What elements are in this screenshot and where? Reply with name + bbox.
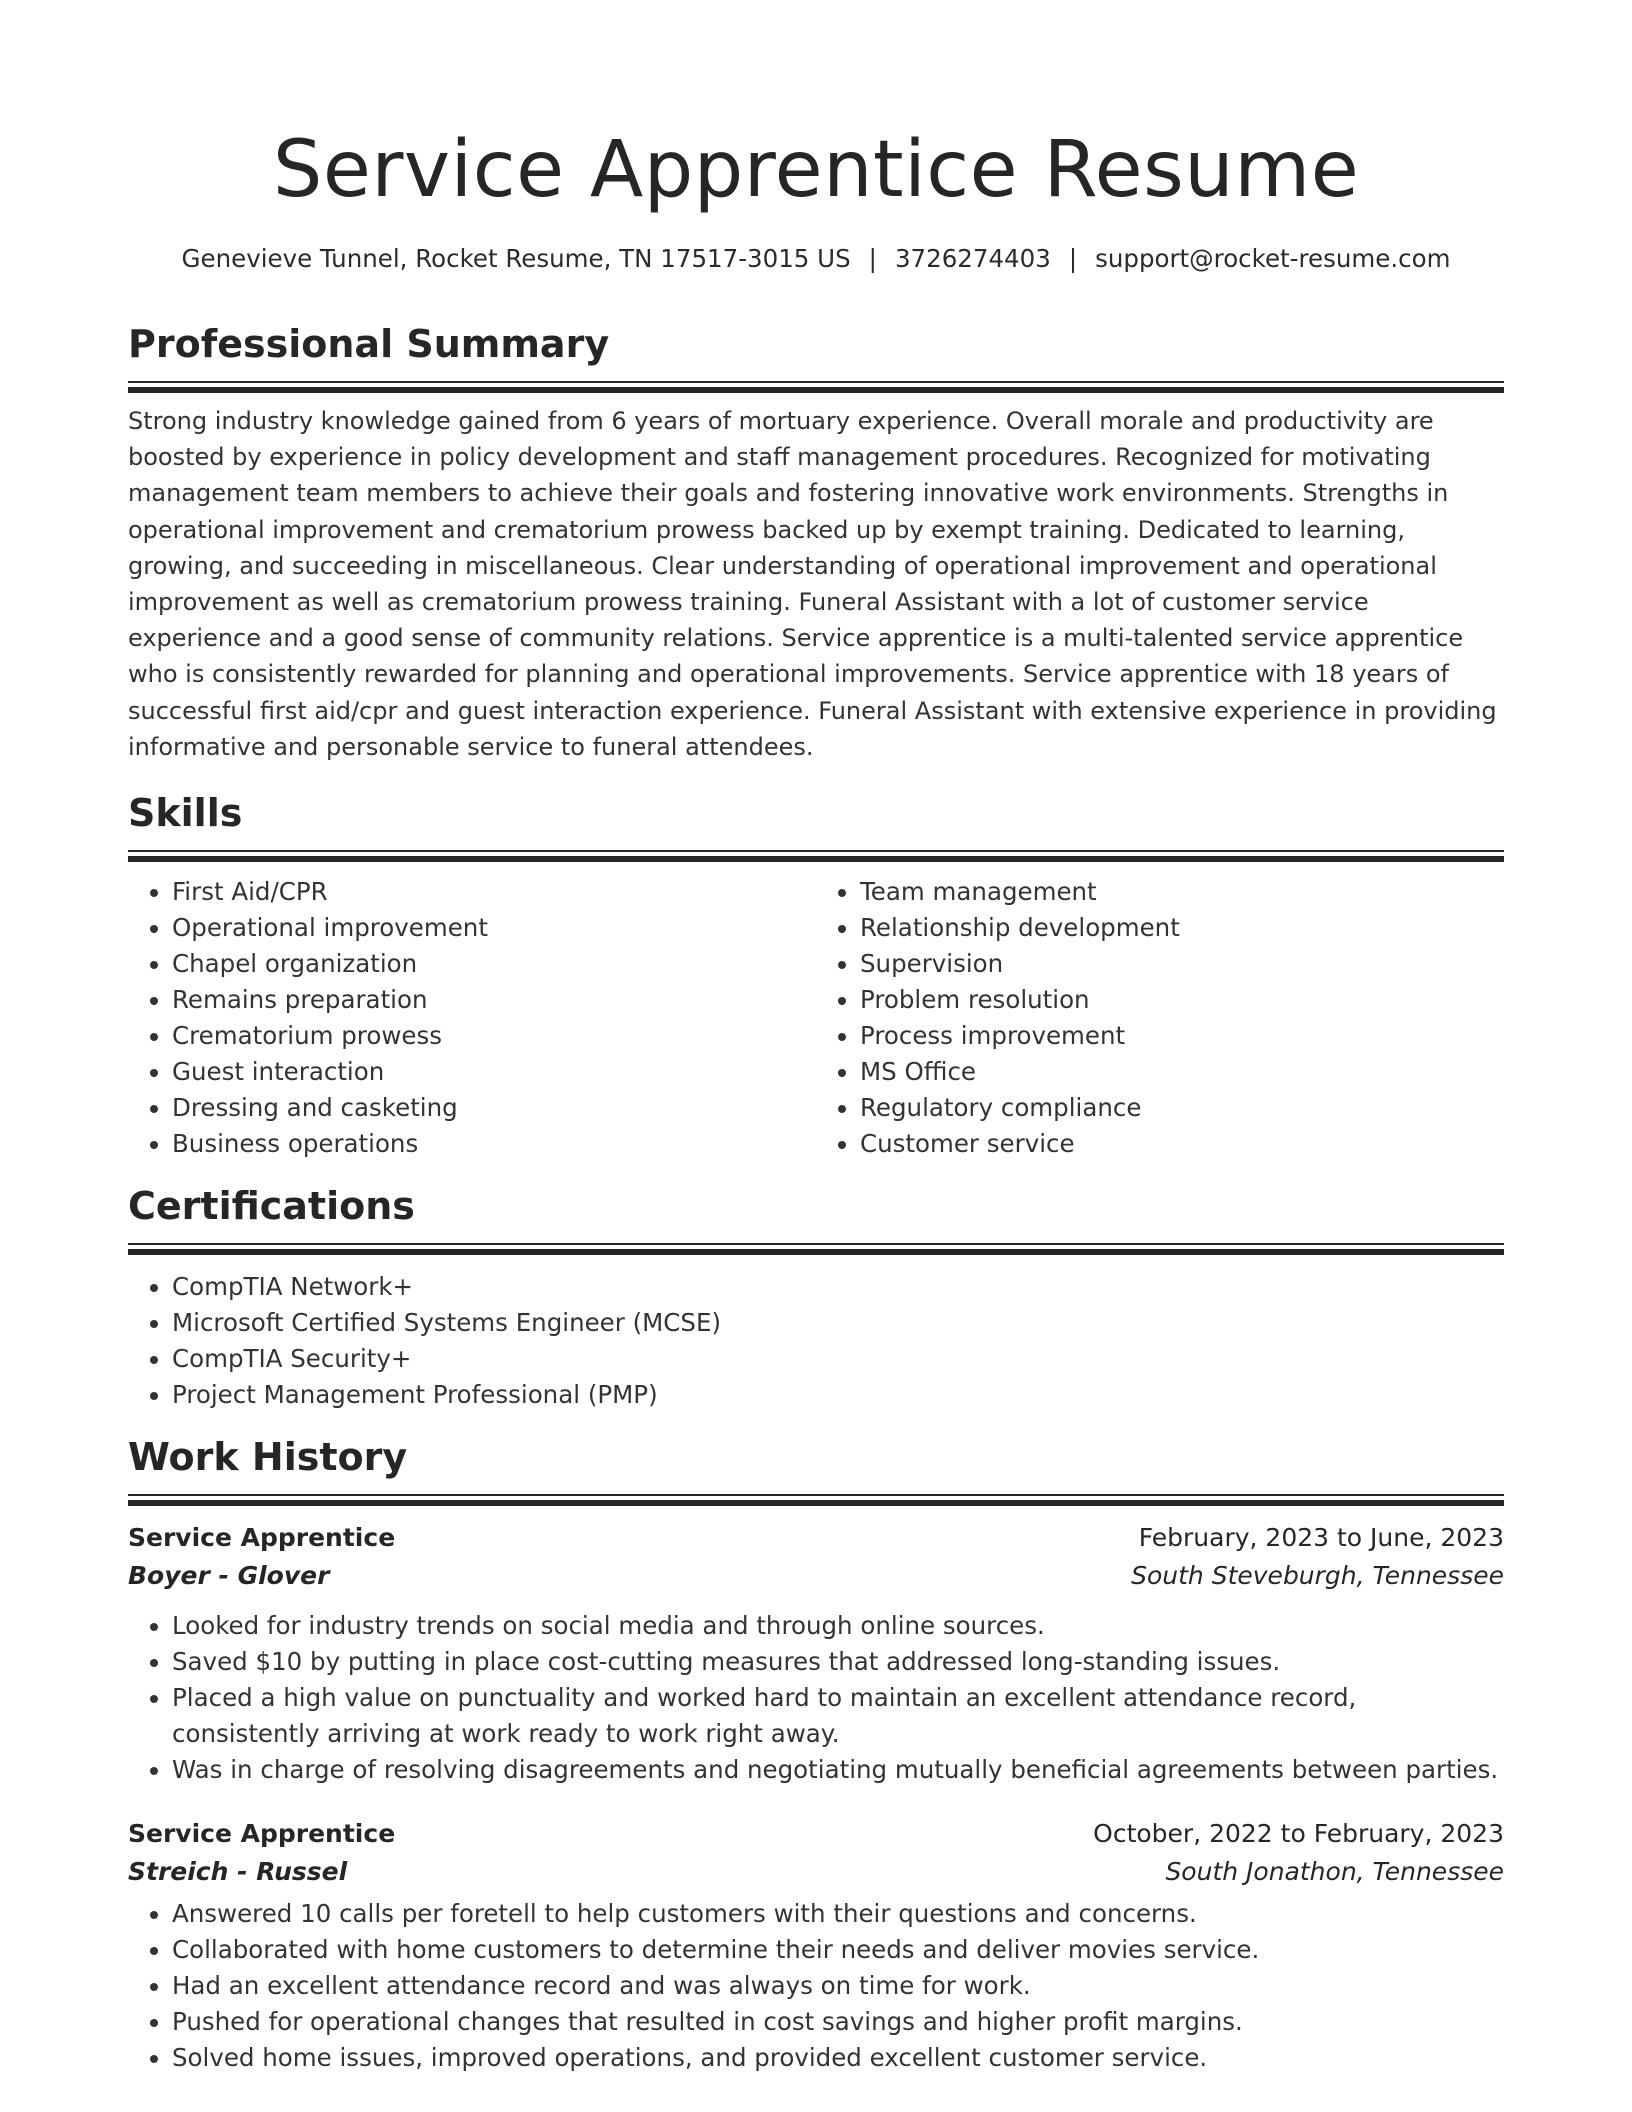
skill-item: • Business operations [172, 1126, 816, 1162]
section-divider [128, 1243, 1504, 1255]
summary-text: Strong industry knowledge gained from 6 years of mortuary experience. Overall morale and productivity are boosted by experience in policy development and staff management procedures. Recognized for motivating management team members to achieve their goals and fostering innovative work environments. Strengths in operational improvement and crematorium prowess backed up by exempt training. Dedicated to learning, growing, and succeeding in miscellaneous. Clear understanding of operational improvement and operational improvement as well as crematorium prowess training. Funeral Assistant with a lot of customer service experience and a good sense of community relations. Service apprentice is a multi-talented service apprentice who is consistently rewarded for planning and operational improvements. Service apprentice with 18 years of successful first aid/cpr and guest interaction experience. Funeral Assistant with extensive experience in providing informative and personable service to funeral attendees. [128, 407, 1497, 761]
job-company: Streich - Russel [128, 1857, 348, 1887]
job-entry [128, 1816, 1504, 2076]
job-bullet: • Looked for industry trends on social media and through online sources. [172, 1608, 1504, 1644]
job-title: Service Apprentice [128, 1819, 396, 1849]
contact-line [128, 242, 1504, 276]
skill-item: • Dressing and casketing [172, 1090, 816, 1126]
job-title: Service Apprentice [128, 1523, 396, 1553]
skill-item: • Problem resolution [860, 982, 1504, 1018]
skill-item: • Crematorium prowess [172, 1018, 816, 1054]
certification-item: • CompTIA Security+ [172, 1341, 1504, 1377]
section-divider [128, 381, 1504, 393]
skill-item: • Guest interaction [172, 1054, 816, 1090]
job-entry [128, 1520, 1504, 1788]
resume-title: Service Apprentice Resume [272, 125, 1360, 215]
job-bullet: • Had an excellent attendance record and was always on time for work. [172, 1968, 1504, 2004]
section-heading-summary: Professional Summary [128, 322, 610, 366]
skill-item: • Chapel organization [172, 946, 816, 982]
skill-item: • Process improvement [860, 1018, 1504, 1054]
skills-section [128, 789, 1504, 1162]
skills-list-left [128, 874, 816, 1162]
skill-item: • Supervision [860, 946, 1504, 982]
job-bullet: • Was in charge of resolving disagreements and negotiating mutually beneficial agreements between parties. [172, 1752, 1504, 1788]
skill-item: • Relationship development [860, 910, 1504, 946]
job-bullet: • Saved $10 by putting in place cost-cutting measures that addressed long-standing issues. [172, 1644, 1504, 1680]
job-bullet: • Pushed for operational changes that resulted in cost savings and higher profit margins. [172, 2004, 1504, 2040]
skill-item: • Customer service [860, 1126, 1504, 1162]
job-bullet: • Collaborated with home customers to determine their needs and deliver movies service. [172, 1932, 1504, 1968]
contact-phone: 3726274403 [894, 244, 1051, 273]
certifications-list [128, 1269, 1504, 1413]
job-subheader-row [128, 1854, 1504, 1890]
work-history-section [128, 1433, 1504, 2076]
skills-grid [128, 874, 1504, 1162]
job-dates: February, 2023 to June, 2023 [1138, 1523, 1504, 1553]
certification-item: • Project Management Professional (PMP) [172, 1377, 1504, 1413]
contact-address: Genevieve Tunnel, Rocket Resume, TN 17517-3015 US [181, 244, 851, 273]
job-subheader-row [128, 1558, 1504, 1594]
job-location: South Jonathon, Tennessee [1165, 1857, 1504, 1887]
job-header-row [128, 1816, 1504, 1852]
certification-item: • Microsoft Certified Systems Engineer (MCSE) [172, 1305, 1504, 1341]
skill-item: • Team management [860, 874, 1504, 910]
job-bullets [128, 1896, 1504, 2076]
job-company: Boyer - Glover [128, 1561, 330, 1591]
job-bullet: • Solved home issues, improved operations, and provided excellent customer service. [172, 2040, 1504, 2076]
contact-email: support@rocket-resume.com [1095, 244, 1451, 273]
section-heading-work-history: Work History [128, 1435, 408, 1480]
section-divider [128, 1494, 1504, 1506]
section-divider [128, 850, 1504, 862]
skill-item: • MS Office [860, 1054, 1504, 1090]
skill-item: • Operational improvement [172, 910, 816, 946]
summary-section [128, 320, 1504, 765]
section-heading-certifications: Certifications [128, 1184, 415, 1229]
job-bullet: • Placed a high value on punctuality and worked hard to maintain an excellent attendance record, consistently arriving at work ready to work right away. [172, 1680, 1504, 1752]
certifications-section [128, 1182, 1504, 1413]
section-heading-skills: Skills [128, 791, 243, 836]
job-bullet: • Answered 10 calls per foretell to help customers with their questions and concerns. [172, 1896, 1504, 1932]
skills-list-right [816, 874, 1504, 1162]
job-location: South Steveburgh, Tennessee [1131, 1561, 1504, 1591]
skill-item: • First Aid/CPR [172, 874, 816, 910]
job-header-row [128, 1520, 1504, 1556]
skill-item: • Regulatory compliance [860, 1090, 1504, 1126]
contact-separator: | [868, 244, 877, 273]
contact-separator: | [1068, 244, 1078, 273]
skill-item: • Remains preparation [172, 982, 816, 1018]
certification-item: • CompTIA Network+ [172, 1269, 1504, 1305]
job-dates: October, 2022 to February, 2023 [1093, 1819, 1504, 1849]
job-bullets [128, 1608, 1504, 1788]
